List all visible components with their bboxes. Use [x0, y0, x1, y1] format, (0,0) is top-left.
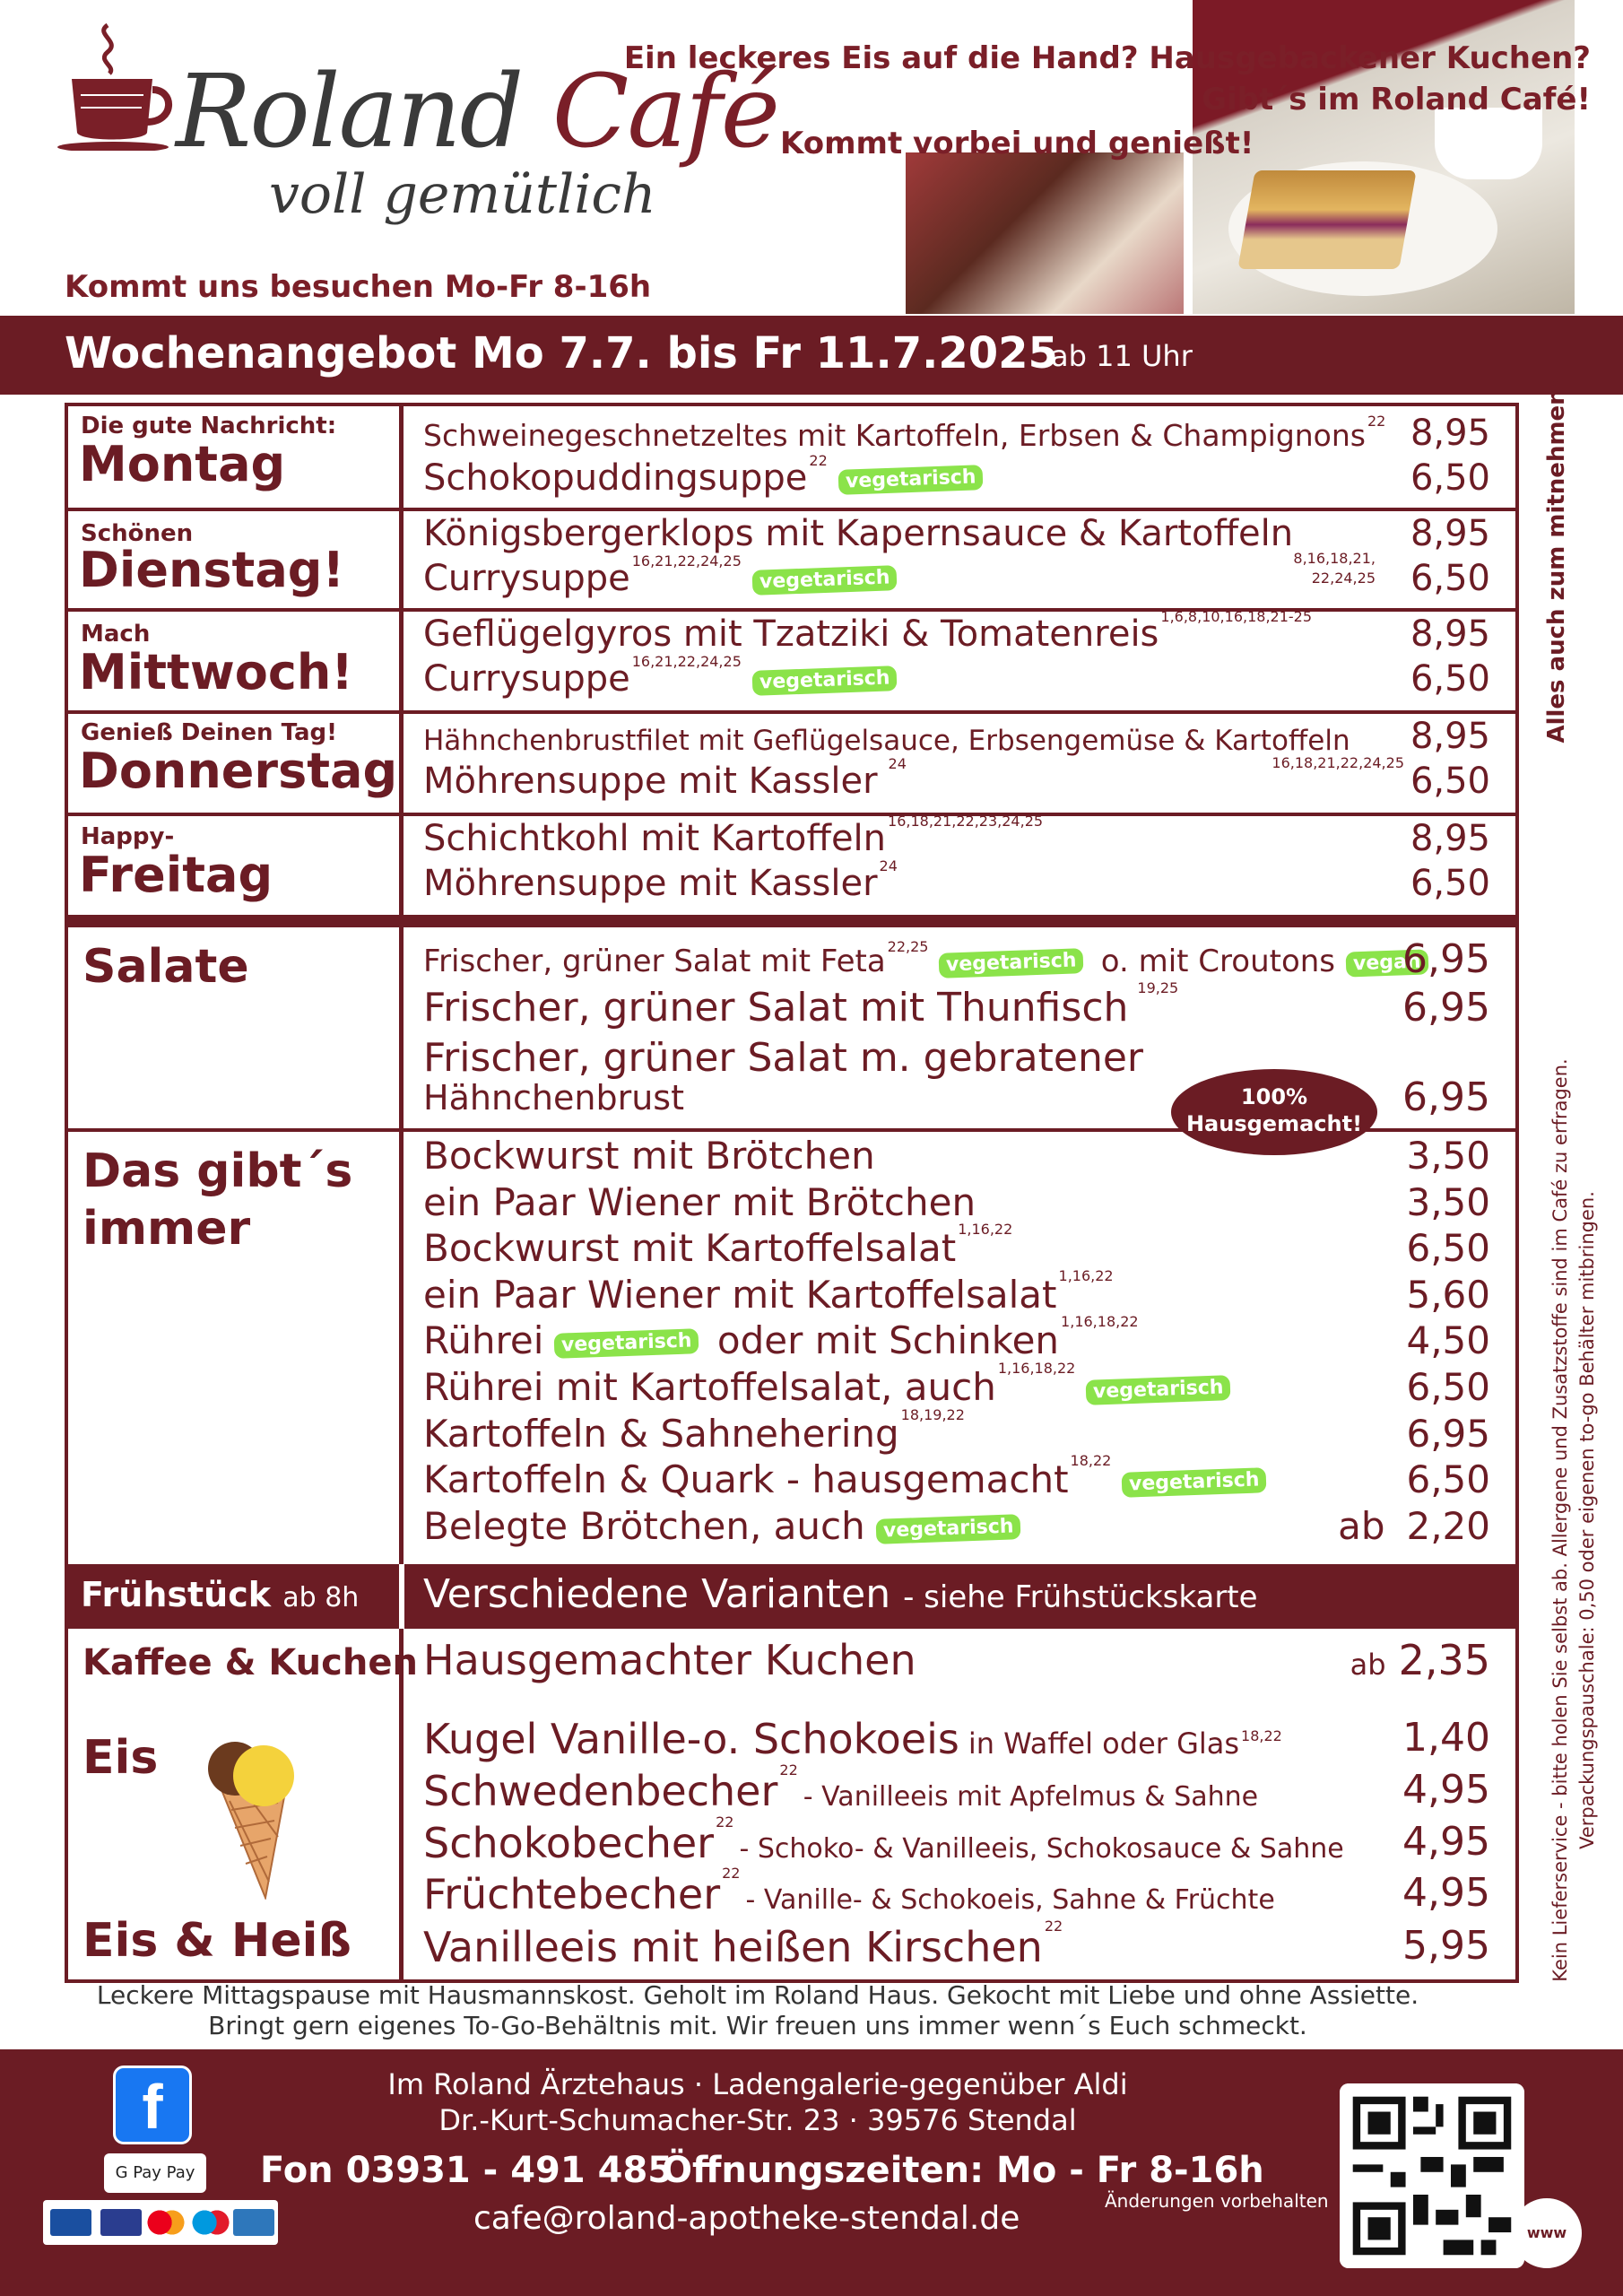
always-item: [423, 1360, 1231, 1409]
price: 6,50: [1410, 863, 1490, 904]
weekly-offer-banner: [0, 316, 1623, 395]
allergen-note: 22: [716, 1813, 734, 1831]
vegetarian-badge: vegetarisch: [1086, 1375, 1231, 1405]
allergen-note: 16,21,22,24,25: [631, 552, 742, 570]
bar-divider: [399, 1564, 404, 1629]
allergen-note: 16,18,21,22,24,25: [1271, 754, 1404, 771]
price-value: 3,50: [1406, 1134, 1490, 1178]
section-divider: [65, 915, 1519, 927]
dish-variant: oder mit Schinken: [716, 1318, 1060, 1362]
price: 8,95: [1410, 413, 1490, 454]
dish-desc: - Vanilleeis mit Apfelmus & Sahne: [803, 1781, 1259, 1813]
dish-name: Schichtkohl mit Kartoffeln: [423, 818, 887, 859]
allergen-note: 22: [809, 452, 828, 469]
dish-name: Bockwurst mit Kartoffelsalat: [423, 1226, 957, 1270]
takeaway-note: [1539, 378, 1575, 744]
price: [1406, 1226, 1490, 1270]
price: [1406, 1273, 1490, 1317]
price: 6,50: [1410, 658, 1490, 700]
dish-desc: in Waffel oder Glas: [968, 1726, 1240, 1761]
dish-name: Schokopuddingsuppe: [423, 457, 808, 499]
dish-name: Kugel Vanille-o. Schokoeis: [423, 1715, 959, 1763]
dish-soup: [423, 755, 907, 802]
allergen-note: 1,16,18,22: [997, 1360, 1076, 1377]
dish-main: [423, 413, 1386, 453]
homemade-badge: [1171, 1069, 1377, 1155]
day-intro: Genieß Deinen Tag!: [81, 719, 338, 746]
opening-hours-header: Kommt uns besuchen Mo-Fr 8-16h: [65, 269, 652, 305]
salad-item: [423, 938, 1428, 979]
allergen-note: 8,16,18,21, 22,24,25: [1293, 550, 1376, 587]
dish-name: Schwedenbecher: [423, 1767, 778, 1815]
allergen-note: 16,18,21,22,23,24,25: [888, 813, 1044, 830]
price-value: 4,50: [1406, 1318, 1490, 1362]
allergen-info-text: [1547, 1058, 1601, 1981]
dish-main: [423, 813, 1044, 859]
price: 4,95: [1402, 1870, 1490, 1916]
section-label: Eis & Heiß: [82, 1914, 352, 1968]
always-item: [423, 1180, 976, 1224]
allergen-note: 16,21,22,24,25: [631, 653, 742, 670]
weekly-offer-time: ab 11 Uhr: [1051, 339, 1193, 373]
price: [1406, 1412, 1490, 1456]
section-label: Eis: [82, 1731, 159, 1785]
dish-main: Hähnchenbrustfilet mit Geflügelsauce, Erbsengemüse & Kartoffeln: [423, 725, 1350, 757]
dish-name: Möhrensuppe mit Kassler: [423, 863, 878, 904]
bottom-note: [0, 1980, 1515, 2041]
breakfast-text: [423, 1571, 1258, 1617]
dish-name-cont: Hähnchenbrust: [423, 1078, 684, 1118]
dish-name: Frischer, grüner Salat m. gebratener: [423, 1035, 1143, 1081]
address-line-2: Dr.-Kurt-Schumacher-Str. 23 · 39576 Stendal: [438, 2103, 1077, 2137]
mobile-pay-icons: G Pay Pay: [104, 2153, 206, 2193]
weekly-offer-title: Wochenangebot Mo 7.7. bis Fr 11.7.2025: [65, 328, 1058, 378]
ice-cream-photo: [906, 152, 1184, 314]
dish-name: Möhrensuppe mit Kassler: [423, 761, 878, 802]
allergen-note: 22: [1367, 413, 1386, 430]
coffee-cup-logo-icon: [54, 16, 179, 151]
badge-line: 100%: [1240, 1084, 1308, 1109]
dish-name: Schweinegeschnetzeltes mit Kartoffeln, Erbsen & Champignons: [423, 418, 1366, 453]
always-item: [423, 1406, 965, 1456]
dish-variant: o. mit Croutons: [1100, 944, 1336, 979]
vegetarian-badge: vegetarisch: [875, 1514, 1020, 1544]
day-name: Dienstag!: [79, 542, 345, 598]
badge-line: Hausgemacht!: [1185, 1111, 1363, 1136]
always-item: [423, 1134, 875, 1178]
amex-icon: [233, 2209, 274, 2236]
price: [1350, 1636, 1490, 1684]
price: 6,50: [1410, 761, 1490, 802]
dish-main: Königsbergerklops mit Kapernsauce & Kartoffeln: [423, 513, 1294, 554]
section-label: [82, 1143, 352, 1257]
price: 6,95: [1402, 985, 1490, 1031]
breakfast-label: [81, 1575, 359, 1614]
price-value: 6,50: [1406, 1457, 1490, 1501]
dish-name: Kartoffeln & Quark - hausgemacht: [423, 1457, 1069, 1501]
vegetarian-badge: vegetarisch: [1122, 1467, 1267, 1498]
vegetarian-badge: vegetarisch: [838, 465, 983, 495]
dish-name: Geflügelgyros mit Tzatziki & Tomatenreis: [423, 613, 1159, 655]
mastercard-icon: [145, 2209, 187, 2236]
dish-name: Belegte Brötchen, auch: [423, 1504, 865, 1548]
price-value: 6,95: [1406, 1412, 1490, 1456]
column-divider: [399, 403, 404, 1564]
card-payment-icons: [43, 2200, 278, 2245]
price: 4,95: [1402, 1767, 1490, 1813]
breakfast-sub: - siehe Frühstückskarte: [903, 1579, 1258, 1615]
price: [1406, 1318, 1490, 1362]
breakfast-bar: [65, 1564, 1517, 1629]
dish-name: Früchtebecher: [423, 1870, 721, 1918]
allergen-note: 18,22: [1241, 1727, 1282, 1744]
price: 8,95: [1410, 818, 1490, 859]
price: [1338, 1504, 1490, 1548]
allergen-note: 22: [779, 1761, 798, 1779]
ice-item: [423, 1865, 1275, 1918]
day-name: Donnerstag: [79, 743, 398, 799]
dish-soup: [423, 653, 897, 700]
tagline-line-3: Kommt vorbei und genießt!: [780, 126, 1254, 161]
day-intro: Mach: [81, 621, 151, 648]
phone-number[interactable]: Fon 03931 - 491 485: [260, 2150, 673, 2191]
dish-desc: - Schoko- & Vanilleeis, Schokosauce & Sahne: [739, 1833, 1344, 1865]
always-item: [423, 1221, 1013, 1270]
always-item: [423, 1504, 1020, 1548]
day-name: Mittwoch!: [79, 644, 353, 700]
row-divider: [65, 508, 1519, 511]
price: 6,50: [1410, 558, 1490, 599]
price-value: 3,50: [1406, 1180, 1490, 1224]
vpay-icon: [100, 2209, 142, 2236]
dish-name: Currysuppe: [423, 558, 630, 599]
always-item: [423, 1452, 1267, 1501]
price: [1406, 1134, 1490, 1178]
tagline-line-2: Gibt´s im Roland Café!: [1202, 82, 1591, 117]
dish-soup: [423, 857, 898, 904]
allergen-note: 24: [888, 755, 907, 772]
price: [1406, 1457, 1490, 1501]
allergen-note: 22,25: [887, 938, 929, 955]
ice-item: [423, 1715, 1282, 1763]
price: 1,40: [1402, 1715, 1490, 1761]
always-item: [423, 1267, 1114, 1317]
address-line-1: Im Roland Ärztehaus · Ladengalerie-gegenüber Aldi: [387, 2067, 1128, 2101]
label-time: ab 8h: [282, 1582, 360, 1613]
breakfast-main: Verschiedene Varianten: [423, 1571, 891, 1617]
dish-name: ein Paar Wiener mit Brötchen: [423, 1180, 976, 1224]
dish-name: Vanilleeis mit heißen Kirschen: [423, 1923, 1043, 1971]
day-name: Freitag: [79, 847, 273, 903]
day-intro: Die gute Nachricht:: [81, 413, 337, 439]
price: [1406, 1180, 1490, 1224]
allergen-note: 24: [879, 857, 898, 874]
section-label: Salate: [82, 940, 249, 994]
opening-hours: Öffnungszeiten: Mo - Fr 8-16h: [662, 2150, 1264, 2191]
note-line: Bringt gern eigenes To-Go-Behältnis mit. Wir freuen uns immer wenn´s Euch schmeckt.: [208, 2011, 1307, 2040]
allergen-info: [1542, 1058, 1605, 1982]
ice-item: [423, 1918, 1063, 1971]
salad-item: [423, 1037, 1143, 1116]
day-name: Montag: [79, 436, 286, 492]
ice-item: [423, 1813, 1344, 1867]
section-label: Kaffee & Kuchen: [82, 1642, 418, 1683]
allergen-note: 22: [1044, 1918, 1063, 1935]
price: 6,95: [1402, 1074, 1490, 1120]
dish-name: ein Paar Wiener mit Kartoffelsalat: [423, 1273, 1057, 1317]
ice-cream-cone-icon: [195, 1720, 303, 1900]
dish-name: Schokobecher: [423, 1819, 715, 1867]
dish-desc: - Vanille- & Schokoeis, Sahne & Früchte: [745, 1884, 1275, 1916]
header-tagline: [624, 38, 1591, 120]
price: 4,95: [1402, 1819, 1490, 1865]
price-value: 2,35: [1398, 1636, 1490, 1684]
price-value: 5,60: [1406, 1273, 1490, 1317]
vegetarian-badge: vegetarisch: [751, 565, 897, 596]
dish-soup: [423, 552, 897, 599]
dish-name: Frischer, grüner Salat mit Feta: [423, 944, 886, 979]
price-value: 6,50: [1406, 1226, 1490, 1270]
label-text: Frühstück: [81, 1575, 272, 1614]
dish-name: Kartoffeln & Sahnehering: [423, 1412, 899, 1456]
dish-name: Frischer, grüner Salat mit Thunfisch: [423, 985, 1129, 1031]
day-intro: Schönen: [81, 520, 194, 547]
info-line: Kein Lieferservice - bitte holen Sie selbst ab. Allergene und Zusatzstoffe sind im Café zu erfragen.: [1549, 1058, 1571, 1982]
tagline-line-1: Ein leckeres Eis auf die Hand? Hausgebackener Kuchen?: [623, 40, 1591, 76]
salad-item: [423, 979, 1179, 1031]
price: 8,95: [1410, 613, 1490, 655]
vegan-badge: vegan: [1346, 949, 1428, 977]
changes-reserved-note: Änderungen vorbehalten: [1105, 2190, 1329, 2212]
brand-slogan: voll gemütlich: [269, 163, 656, 226]
price: [1406, 1365, 1490, 1409]
footer: [0, 2049, 1623, 2296]
brand-name-cafe: Café: [551, 54, 778, 170]
qr-code-icon[interactable]: [1340, 2083, 1524, 2268]
price: 8,95: [1410, 513, 1490, 554]
label-line: Das gibt´s: [82, 1144, 353, 1198]
allergen-note: 18,19,22: [900, 1406, 965, 1423]
day-intro: Happy-: [81, 823, 175, 850]
price-prefix: ab: [1338, 1504, 1385, 1548]
row-divider: [65, 710, 1519, 714]
brand-name-roland: Roland: [176, 54, 523, 170]
ice-item: [423, 1761, 1259, 1815]
price-value: 6,50: [1406, 1365, 1490, 1409]
note-line: Leckere Mittagspause mit Hausmannskost. Geholt im Roland Haus. Gekocht mit Liebe und ohne Assiette.: [96, 1980, 1419, 2010]
vegetarian-badge: vegetarisch: [939, 948, 1084, 978]
price: 8,95: [1410, 716, 1490, 757]
dish-name: Rührei mit Kartoffelsalat, auch: [423, 1365, 996, 1409]
allergen-note: 1,16,22: [1058, 1267, 1114, 1284]
row-divider: [65, 813, 1519, 816]
price: 5,95: [1402, 1923, 1490, 1969]
price: 6,95: [1402, 936, 1490, 982]
dish-name: Currysuppe: [423, 658, 630, 700]
allergen-note: 19,25: [1137, 979, 1179, 996]
maestro-icon: [190, 2209, 231, 2236]
visa-icon: [50, 2209, 91, 2236]
always-item: [423, 1313, 1139, 1362]
globe-icon[interactable]: www: [1512, 2198, 1582, 2268]
allergen-note: 18,22: [1070, 1452, 1112, 1469]
vegetarian-badge: vegetarisch: [554, 1328, 699, 1359]
allergen-note: 1,16,18,22: [1061, 1313, 1139, 1330]
takeaway-text: Alles auch zum mitnehmen!: [1543, 378, 1570, 744]
price-prefix: ab: [1350, 1648, 1386, 1682]
allergen-note: 22: [722, 1865, 741, 1882]
dish-name: Bockwurst mit Brötchen: [423, 1134, 875, 1178]
info-line: Verpackungspauschale: 0,50 oder eigenen to-go Behälter mitbringen.: [1576, 1191, 1598, 1849]
dish-soup: [423, 452, 983, 499]
facebook-icon[interactable]: f: [113, 2066, 192, 2144]
vegetarian-badge: vegetarisch: [751, 665, 897, 696]
email-link[interactable]: cafe@roland-apotheke-stendal.de: [473, 2200, 1020, 2237]
price-value: 2,20: [1406, 1504, 1490, 1548]
price: 6,50: [1410, 457, 1490, 499]
dish-main: [423, 608, 1313, 655]
allergen-note: 1,16,22: [958, 1221, 1013, 1238]
dish-name: Rührei: [423, 1318, 544, 1362]
allergen-note: 1,6,8,10,16,18,21-25: [1160, 608, 1313, 625]
cake-item: Hausgemachter Kuchen: [423, 1636, 916, 1684]
label-line: immer: [82, 1202, 251, 1256]
